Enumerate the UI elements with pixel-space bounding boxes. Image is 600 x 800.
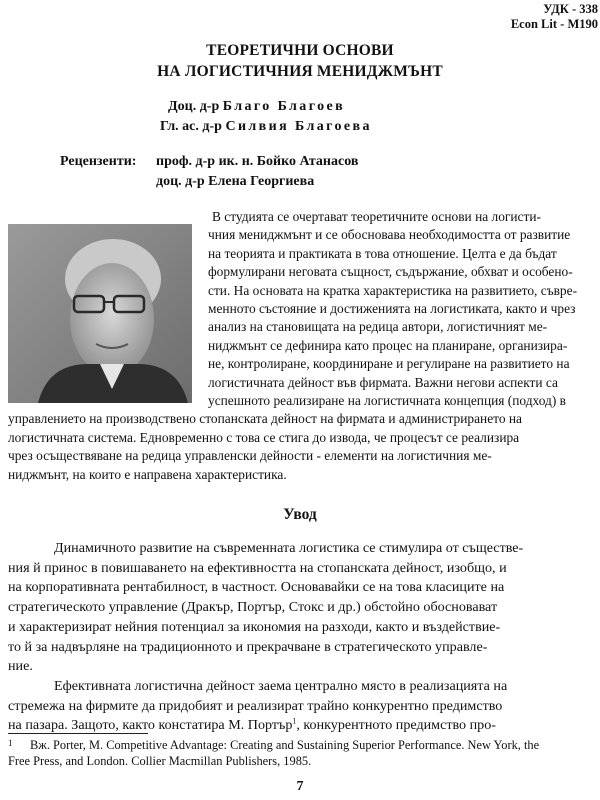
- page-number: 7: [296, 779, 304, 794]
- body-line: стремежа на фирмите да придобият и реализират трайно конкурентно предимство: [8, 697, 503, 714]
- abstract-line: чния мениджмънт и се обосновава необходимостта от развитие: [208, 227, 571, 243]
- reviewers: [60, 152, 358, 192]
- abstract-line: анализ на становищата на редица автори, логистичният ме-: [208, 319, 548, 335]
- abstract-line: не, контролиране, координиране и регулиране на развитието на: [208, 356, 570, 372]
- article-title: [0, 40, 600, 82]
- author-1: [168, 97, 372, 117]
- abstract-line: менното състояние и достиженията на логистиката, както и чрез: [208, 301, 576, 317]
- body-line: Ефективната логистична дейност заема централно място в реализацията на: [54, 677, 508, 694]
- abstract-line: сти. На основата на кратка характеристика на развитието, съвре-: [208, 282, 578, 298]
- abstract-line: ниджмънт се дефинира като процес на планиране, организира-: [208, 337, 568, 353]
- abstract-line: ниджмънт, на които е направена характеристика.: [8, 466, 287, 482]
- abstract: [8, 208, 598, 484]
- reviewer-1: проф. д-р ик. н. Бойко Атанасов: [156, 154, 359, 169]
- author-1-name: Благо Благоев: [222, 99, 346, 114]
- author-1-prefix: Доц. д-р: [168, 99, 220, 114]
- footnote-line: Free Press, and London. Collier Macmillan Publishers, 1985.: [8, 754, 312, 768]
- body-line: на корпоративната рентабилност, в частност. Основавайки се на това класиците на: [8, 579, 505, 596]
- body-line: ния й принос в повишаването на ефективността на стопанската дейност, изобщо, и: [8, 559, 507, 576]
- footnote-ref[interactable]: 1: [292, 716, 297, 726]
- classification-codes: [511, 2, 598, 32]
- abstract-line: В студията се очертават теоретичните основи на логисти-: [212, 209, 541, 224]
- body-text: , конкурентното предимство про-: [296, 717, 496, 734]
- reviewers-label: Рецензенти:: [60, 154, 137, 169]
- abstract-line: логистичната дейност във фирмата. Важни негови аспекти са: [208, 374, 558, 390]
- abstract-line: чрез осъществяване на редица управленски дейности - елементи на логистичния ме-: [8, 448, 492, 464]
- title-line-2: НА ЛОГИСТИЧНИЯ МЕНИДЖМЪНТ: [157, 63, 443, 80]
- econlit-code: Econ Lit - M190: [510, 17, 598, 31]
- footnote: [8, 737, 598, 769]
- footnote-divider: [8, 733, 148, 734]
- author-2-name: Силвия Благоева: [225, 119, 372, 134]
- author-2-prefix: Гл. ас. д-р: [160, 119, 222, 134]
- title-line-1: ТЕОРЕТИЧНИ ОСНОВИ: [206, 42, 394, 59]
- body-line: то й за надвърляне на традиционното и прекрачване в стратегическото управле-: [8, 638, 488, 655]
- abstract-line: на теорията и практиката в това отношение. Целта е да бъдат: [208, 245, 557, 261]
- author-2: [160, 117, 372, 137]
- abstract-line: формулирани неговата същност, съдържание, обхват и особено-: [208, 264, 573, 280]
- section-heading: Увод: [283, 506, 317, 523]
- footnote-line: Вж. Porter, M. Competitive Advantage: Creating and Sustaining Superior Performance. New York, the: [30, 738, 540, 752]
- abstract-line: управлението на производствено стопанската дейност на фирмата и администрирането на: [8, 411, 522, 427]
- reviewers-names: [156, 152, 358, 192]
- abstract-line: логистичната система. Едновременно с това се стига до извода, че процесът се реализира: [8, 429, 520, 445]
- intro-body: [8, 539, 598, 736]
- body-line: ние.: [8, 658, 33, 675]
- body-line: Динамичното развитие на съвременната логистика се стимулира от съществе-: [54, 540, 524, 556]
- body-line: стратегическото управление (Дракър, Портър, Стокс и др.) обстойно обосновават: [8, 599, 498, 616]
- udk-code: УДК - 338: [543, 2, 598, 16]
- reviewer-2: доц. д-р Елена Георгиева: [156, 174, 315, 189]
- abstract-line: успешното реализиране на логистичната концепция (подход) в: [208, 393, 566, 409]
- body-line: и характеризират нейния потенциал за икономия на разходи, както и въздействие-: [8, 618, 501, 635]
- authors: [160, 97, 372, 137]
- footnote-number: 1: [8, 738, 13, 748]
- body-text: на пазара. Защото, както констатира М. Портър: [8, 717, 293, 734]
